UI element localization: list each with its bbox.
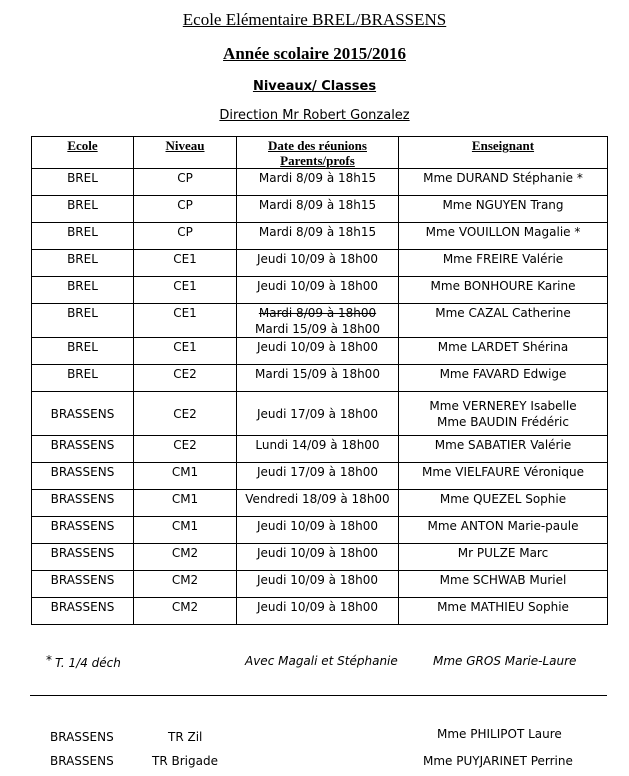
cell-ecole: BREL	[32, 277, 134, 304]
table-row	[32, 277, 608, 304]
cell-ecole: BREL	[32, 223, 134, 250]
cell-date: Mardi 8/09 à 18h15	[237, 223, 399, 250]
cell-teacher: Mme MATHIEU Sophie	[399, 598, 608, 625]
cell-date: Jeudi 17/09 à 18h00	[237, 463, 399, 490]
footnote-with: Avec Magali et Stéphanie	[245, 654, 398, 668]
cell-teacher: Mme QUEZEL Sophie	[399, 490, 608, 517]
cell-niveau: CP	[134, 223, 237, 250]
cell-niveau: CP	[134, 169, 237, 196]
cell-date-new: Mardi 15/09 à 18h00	[255, 322, 380, 336]
cell-date: Jeudi 17/09 à 18h00	[237, 392, 399, 436]
cell-date: Lundi 14/09 à 18h00	[237, 436, 399, 463]
table-row	[32, 365, 608, 392]
cell-teacher: Mme VIELFAURE Véronique	[399, 463, 608, 490]
cell-teacher: Mme LARDET Shérina	[399, 338, 608, 365]
cell-date: Mardi 15/09 à 18h00	[237, 365, 399, 392]
cell-niveau: CM2	[134, 598, 237, 625]
cell-ecole: BRASSENS	[32, 490, 134, 517]
col-header-date-line2: Parents/profs	[280, 153, 355, 168]
table-row	[32, 169, 608, 196]
cell-niveau: CE1	[134, 338, 237, 365]
table-row	[32, 436, 608, 463]
cell-ecole: BRASSENS	[32, 392, 134, 436]
extra-teacher-1: Mme PHILIPOT Laure	[437, 727, 562, 741]
cell-teacher: Mme ANTON Marie-paule	[399, 517, 608, 544]
school-year: Année scolaire 2015/2016	[223, 44, 406, 63]
table-row	[32, 250, 608, 277]
extra-teacher-2: Mme PUYJARINET Perrine	[423, 754, 573, 768]
cell-teacher: Mme SCHWAB Muriel	[399, 571, 608, 598]
table-row	[32, 517, 608, 544]
footnote-gros: Mme GROS Marie-Laure	[433, 654, 577, 668]
cell-teacher: Mr PULZE Marc	[399, 544, 608, 571]
cell-teacher-line1: Mme VERNEREY Isabelle	[429, 399, 577, 413]
cell-date: Jeudi 10/09 à 18h00	[237, 277, 399, 304]
table-header-row	[32, 137, 608, 169]
extra-ecole-2: BRASSENS	[50, 754, 114, 768]
footnote-text: T. 1/4 déch	[55, 656, 121, 670]
cell-date: Jeudi 10/09 à 18h00	[237, 338, 399, 365]
cell-niveau: CE1	[134, 277, 237, 304]
cell-date-struck: Mardi 8/09 à 18h00	[258, 306, 377, 320]
col-header-date	[237, 137, 399, 169]
cell-niveau: CE1	[134, 250, 237, 277]
table-row	[32, 223, 608, 250]
cell-niveau: CM1	[134, 490, 237, 517]
cell-date: Jeudi 10/09 à 18h00	[237, 517, 399, 544]
cell-date: Jeudi 10/09 à 18h00	[237, 250, 399, 277]
footnote-note	[46, 653, 121, 670]
cell-niveau: CP	[134, 196, 237, 223]
cell-niveau: CM2	[134, 544, 237, 571]
table-row	[32, 392, 608, 436]
col-header-enseignant: Enseignant	[399, 137, 608, 169]
cell-ecole: BREL	[32, 365, 134, 392]
cell-niveau: CE2	[134, 436, 237, 463]
meetings-table	[31, 136, 608, 625]
cell-ecole: BREL	[32, 196, 134, 223]
table-row	[32, 196, 608, 223]
extra-role-1: TR Zil	[168, 730, 203, 744]
cell-teacher: Mme SABATIER Valérie	[399, 436, 608, 463]
cell-teacher: Mme FREIRE Valérie	[399, 250, 608, 277]
table-row	[32, 338, 608, 365]
cell-date: Jeudi 10/09 à 18h00	[237, 544, 399, 571]
cell-date	[237, 304, 399, 338]
cell-date: Vendredi 18/09 à 18h00	[237, 490, 399, 517]
cell-niveau: CM2	[134, 571, 237, 598]
separator-line	[30, 695, 607, 696]
cell-date: Jeudi 10/09 à 18h00	[237, 598, 399, 625]
direction-line: Direction Mr Robert Gonzalez	[219, 108, 410, 123]
cell-ecole: BRASSENS	[32, 598, 134, 625]
cell-ecole: BREL	[32, 169, 134, 196]
cell-ecole: BRASSENS	[32, 571, 134, 598]
cell-date: Mardi 8/09 à 18h15	[237, 196, 399, 223]
table-row	[32, 544, 608, 571]
cell-niveau: CM1	[134, 463, 237, 490]
cell-ecole: BREL	[32, 304, 134, 338]
cell-teacher: Mme CAZAL Catherine	[399, 304, 608, 338]
cell-niveau: CE2	[134, 392, 237, 436]
school-title: Ecole Elémentaire BREL/BRASSENS	[182, 10, 447, 29]
cell-date: Jeudi 10/09 à 18h00	[237, 571, 399, 598]
extra-ecole-1: BRASSENS	[50, 730, 114, 744]
cell-niveau: CE2	[134, 365, 237, 392]
table-row	[32, 463, 608, 490]
col-header-date-line1: Date des réunions	[268, 138, 367, 153]
cell-date: Mardi 8/09 à 18h15	[237, 169, 399, 196]
cell-teacher: Mme DURAND Stéphanie *	[399, 169, 608, 196]
cell-ecole: BRASSENS	[32, 463, 134, 490]
table-row	[32, 598, 608, 625]
cell-teacher: Mme BONHOURE Karine	[399, 277, 608, 304]
cell-teacher: Mme NGUYEN Trang	[399, 196, 608, 223]
table-row	[32, 490, 608, 517]
cell-niveau: CE1	[134, 304, 237, 338]
cell-teacher: Mme VOUILLON Magalie *	[399, 223, 608, 250]
cell-teacher	[399, 392, 608, 436]
cell-ecole: BREL	[32, 338, 134, 365]
cell-ecole: BRASSENS	[32, 436, 134, 463]
col-header-ecole: Ecole	[32, 137, 134, 169]
table-row	[32, 571, 608, 598]
footnote-star: *	[46, 653, 52, 667]
table-row	[32, 304, 608, 338]
cell-niveau: CM1	[134, 517, 237, 544]
cell-ecole: BREL	[32, 250, 134, 277]
cell-teacher-line2: Mme BAUDIN Frédéric	[437, 415, 569, 429]
cell-teacher: Mme FAVARD Edwige	[399, 365, 608, 392]
cell-ecole: BRASSENS	[32, 517, 134, 544]
col-header-niveau: Niveau	[134, 137, 237, 169]
cell-ecole: BRASSENS	[32, 544, 134, 571]
levels-heading: Niveaux/ Classes	[252, 79, 377, 94]
extra-role-2: TR Brigade	[152, 754, 218, 768]
